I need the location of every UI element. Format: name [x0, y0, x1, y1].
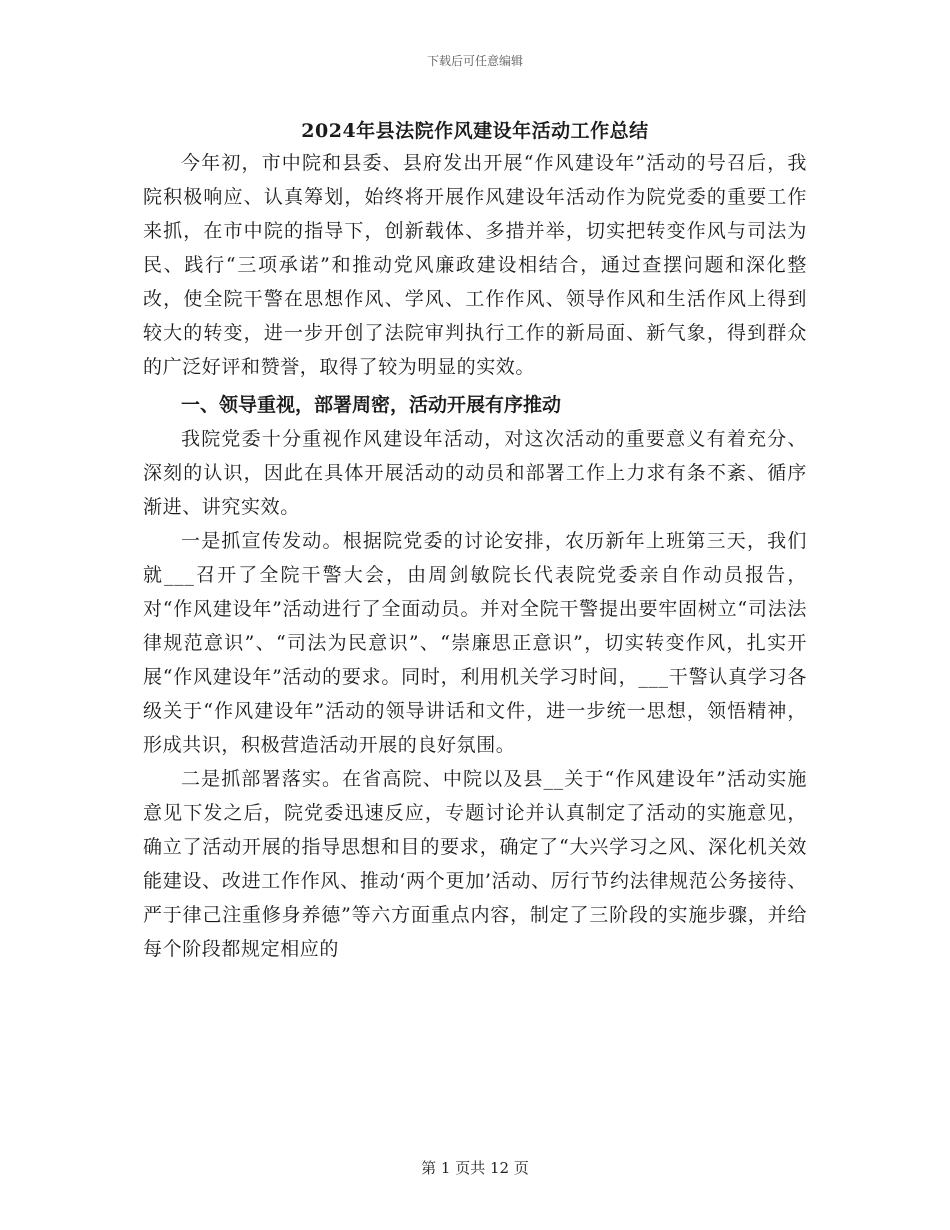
section-heading-1: 一、领导重视，部署周密，活动开展有序推动 [181, 394, 562, 416]
paragraph-intro: 今年初，市中院和县委、县府发出开展“作风建设年”活动的号召后，我院积极响应、认真筹划，始终将开展作风建设年活动作为院党委的重要工作来抓，在市中院的指导下，创新载体、多措并举，切实把转变作风与司法为民、践行“三项承诺”和推动党风廉政建设相结合，通过查摆问题和深化整改，使全院干警在思想作风、学风、工作作风、领导作风和生活作风上得到较大的转变，进一步开创了法院审判执行工作的新局面、新气象，得到群众的广泛好评和赞誉，取得了较为明显的实效。 [143, 152, 807, 378]
paragraph-section-1-intro: 我院党委十分重视作风建设年活动，对这次活动的重要意义有着充分、深刻的认识，因此在具体开展活动的动员和部署工作上力求有条不紊、循序渐进、讲究实效。 [143, 428, 807, 518]
page-footer: 第 1 页共 12 页 [421, 1159, 529, 1177]
document-body [143, 146, 807, 966]
page-header: 下载后可任意编辑 [426, 54, 523, 68]
paragraph-publicity: 一是抓宣传发动。根据院党委的讨论安排，农历新年上班第三天，我们就___召开了全院干警大会，由周剑敏院长代表院党委亲自作动员报告，对“作风建设年”活动进行了全面动员。并对全院干警提出要牢固树立“司法法律规范意识”、“司法为民意识”、“崇廉思正意识”，切实转变作风，扎实开展“作风建设年”活动的要求。同时，利用机关学习时间，___干警认真学习各级关于“作风建设年”活动的领导讲话和文件，进一步统一思想，领悟精神，形成共识，积极营造活动开展的良好氛围。 [143, 530, 807, 756]
paragraph-deployment: 二是抓部署落实。在省高院、中院以及县__关于“作风建设年”活动实施意见下发之后，院党委迅速反应，专题讨论并认真制定了活动的实施意见，确立了活动开展的指导思想和目的要求，确定了“大兴学习之风、深化机关效能建设、改进工作作风、推动‘两个更加’活动、厉行节约法律规范公务接待、严于律己注重修身养德”等六方面重点内容，制定了三阶段的实施步骤，并给每个阶段都规定相应的 [143, 768, 807, 960]
document-title: 2024年县法院作风建设年活动工作总结 [301, 120, 649, 142]
